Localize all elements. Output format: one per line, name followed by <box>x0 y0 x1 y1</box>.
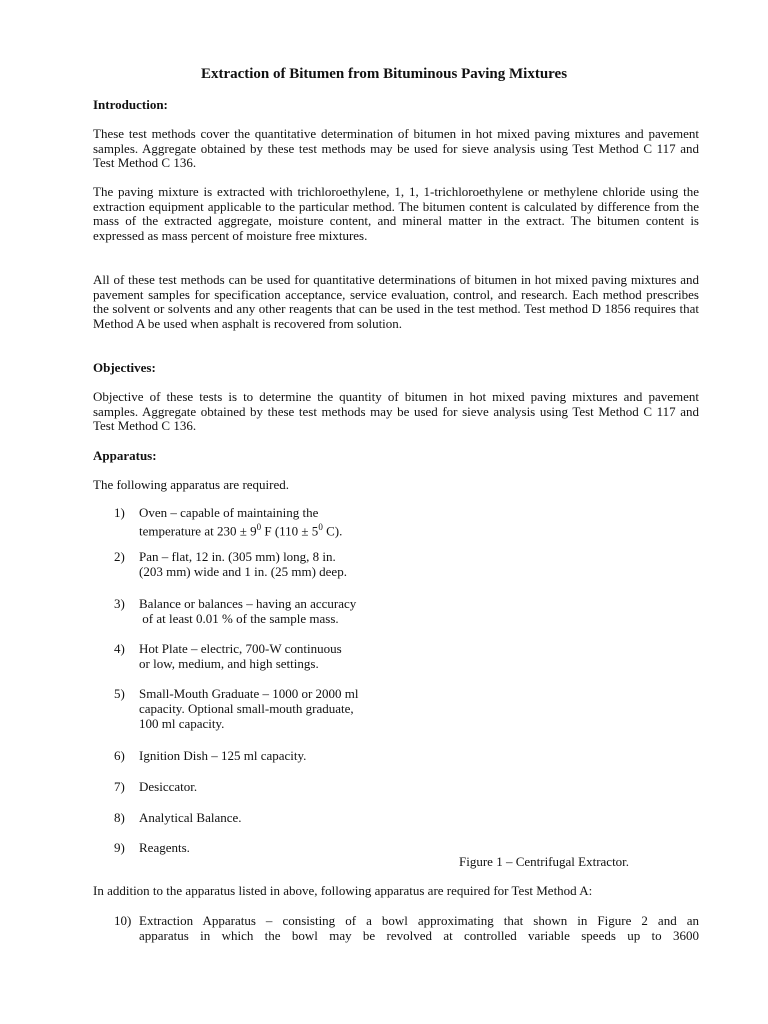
item-text: Reagents. <box>139 840 190 855</box>
item-text: Pan – flat, 12 in. (305 mm) long, 8 in. <box>139 549 336 564</box>
apparatus-item-6 <box>114 748 306 763</box>
apparatus-item-5 <box>114 686 359 731</box>
apparatus-item-9 <box>114 840 190 855</box>
apparatus-item-2 <box>114 549 347 579</box>
item-number: 3) <box>114 596 125 611</box>
item-number: 5) <box>114 686 125 701</box>
apparatus-heading: Apparatus: <box>93 448 157 463</box>
item-text: Ignition Dish – 125 ml capacity. <box>139 748 307 763</box>
document-title: Extraction of Bitumen from Bituminous Paving Mixtures <box>200 66 568 82</box>
item-text: Desiccator. <box>139 779 198 794</box>
item-text: Hot Plate – electric, 700-W continuous <box>139 641 342 656</box>
apparatus-item-3 <box>114 596 356 626</box>
item-number: 9) <box>114 840 125 855</box>
item-text: Analytical Balance. <box>139 810 242 825</box>
item-number: 6) <box>114 748 125 763</box>
item-number: 7) <box>114 779 125 794</box>
superscript: 0 <box>318 522 323 532</box>
objectives-heading: Objectives: <box>93 360 156 375</box>
apparatus-item-10 <box>114 913 699 943</box>
item-text: of at least 0.01 % of the sample mass. <box>139 611 339 626</box>
item-text: capacity. Optional small-mouth graduate, <box>139 701 354 716</box>
item-text: Balance or balances – having an accuracy <box>139 596 357 611</box>
item-text: temperature at 230 ± 9 <box>139 523 257 539</box>
item-text: (203 mm) wide and 1 in. (25 mm) deep. <box>139 564 347 579</box>
item-number: 1) <box>114 505 125 520</box>
method-a-intro: In addition to the apparatus listed in above, following apparatus are required for Test Method A: <box>93 883 593 898</box>
item-text: or low, medium, and high settings. <box>139 656 319 671</box>
apparatus-item-4 <box>114 641 342 671</box>
item-text: C). <box>322 523 343 539</box>
item-text: apparatus in which the bowl may be revolved at controlled variable speeds up to 3600 <box>139 928 699 943</box>
apparatus-item-8 <box>114 810 242 825</box>
introduction-heading: Introduction: <box>93 97 168 112</box>
item-number: 2) <box>114 549 125 564</box>
item-number: 8) <box>114 810 125 825</box>
item-text: Small-Mouth Graduate – 1000 or 2000 ml <box>139 686 359 701</box>
objectives-paragraph: Objective of these tests is to determine the quantity of bitumen in hot mixed paving mixtures and pavement samples. Aggregate obtained by these test methods may be used for sieve analysis using Test Method C 117 and Test Method C 136. <box>93 389 699 434</box>
introduction-paragraph-1: These test methods cover the quantitative determination of bitumen in hot mixed paving mixtures and pavement samples. Aggregate obtained by these test methods may be used for sieve analysis using Test Method C 117 and Test Method C 136. <box>93 126 699 171</box>
item-number: 10) <box>114 913 132 928</box>
introduction-paragraph-3: All of these test methods can be used for quantitative determinations of bitumen in hot mixed paving mixtures and pavement samples for specification acceptance, service evaluation, control, and research. Each method prescribes the solvent or solvents and any other reagents that can be used in the test method. Test method D 1856 requires that Method A be used when asphalt is recovered from solution. <box>93 272 699 331</box>
item-number: 4) <box>114 641 125 656</box>
figure-caption: Figure 1 – Centrifugal Extractor. <box>459 854 630 869</box>
item-text: Oven – capable of maintaining the <box>139 505 319 520</box>
apparatus-intro: The following apparatus are required. <box>93 477 290 492</box>
introduction-paragraph-2: The paving mixture is extracted with trichloroethylene, 1, 1, 1-trichloroethylene or methylene chloride using the extraction equipment applicable to the particular method. The bitumen content is calculated by difference from the mass of the extracted aggregate, moisture content, and mineral matter in the extract. The bitumen content is expressed as mass percent of moisture free mixtures. <box>93 184 699 243</box>
item-text: Extraction Apparatus – consisting of a bowl approximating that shown in Figure 2 and an <box>139 913 699 928</box>
superscript: 0 <box>256 522 262 532</box>
apparatus-item-7 <box>114 779 197 794</box>
item-text: 100 ml capacity. <box>139 716 225 731</box>
apparatus-item-1 <box>114 505 342 538</box>
item-text: F (110 ± 5 <box>261 523 319 539</box>
